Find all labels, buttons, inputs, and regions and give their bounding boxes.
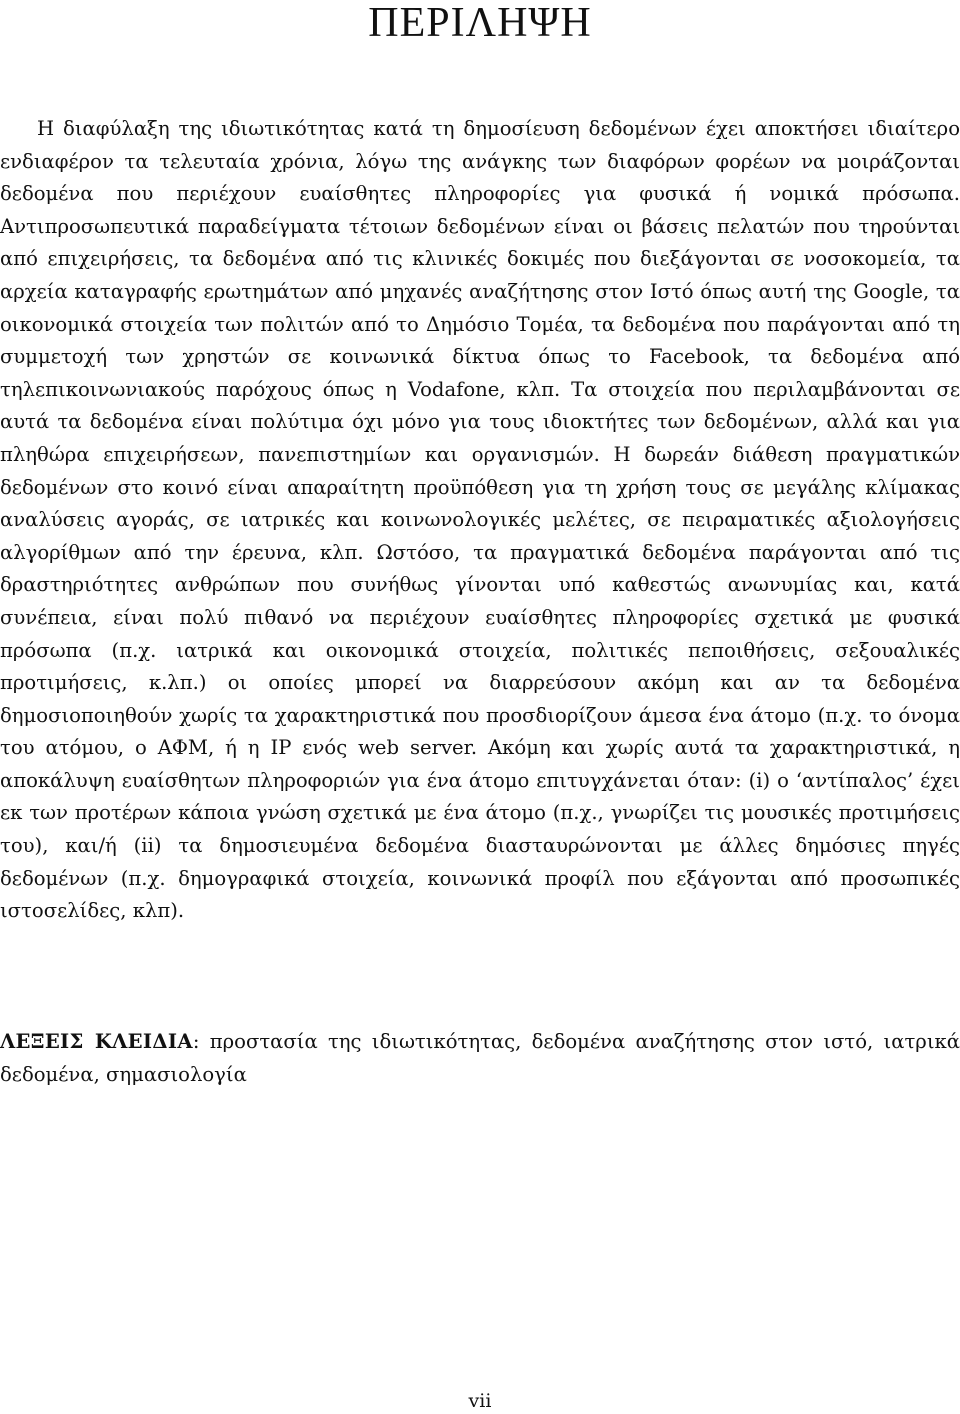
page-number: vii (468, 1390, 492, 1412)
keywords-paragraph: ΛΕΞΕΙΣ ΚΛΕΙΔΙΑ: προστασία της ιδιωτικότητας, δεδομένα αναζήτησης στον ιστό, ιατρικά δεδομένα, σημασιολογία (0, 1030, 960, 1086)
keywords-text: προστασία της ιδιωτικότητας, δεδομένα αναζήτησης στον ιστό, ιατρικά δεδομένα, σημασιολογία (0, 1030, 960, 1086)
page-title: ΠΕΡΙΛΗΨΗ (368, 0, 592, 46)
keywords-label: ΛΕΞΕΙΣ ΚΛΕΙΔΙΑ (0, 1030, 193, 1053)
abstract-paragraph: Η διαφύλαξη της ιδιωτικότητας κατά τη δημοσίευση δεδομένων έχει αποκτήσει ιδιαίτερο ενδιαφέρον τα τελευταία χρόνια, λόγω της ανάγκης των διαφόρων φορέων να μοιράζονται δεδομένα που περιέχουν ευαίσθητες πληροφορίες για φυσικά ή νομικά πρόσωπα. Αντιπροσωπευτικά παραδείγματα τέτοιων δεδομένων είναι οι βάσεις πελατών που τηρούνται από επιχειρήσεις, τα δεδομένα από τις κλινικές δοκιμές που διεξάγονται σε νοσοκομεία, τα αρχεία καταγραφής ερωτημάτων από μηχανές αναζήτησης στον Ιστό όπως αυτή της Google, τα οικονομικά στοιχεία των πολιτών από το Δημόσιο Τομέα, τα δεδομένα που παράγονται από τη συμμετοχή των χρηστών σε κοινωνικά δίκτυα όπως το Facebook, τα δεδομένα από τηλεπικοινωνιακούς παρόχους όπως η Vodafone, κλπ. Τα στοιχεία που περιλαμβάνονται σε αυτά τα δεδομένα είναι πολύτιμα όχι μόνο για τους ιδιοκτήτες των δεδομένων, αλλά και για πληθώρα επιχειρήσεων, πανεπιστημίων και οργανισμών. Η δωρεάν διάθεση πραγματικών δεδομένων στο κοινό είναι απαραίτητη προϋπόθεση για τη χρήση τους σε μεγάλης κλίμακας αναλύσεις αγοράς, σε ιατρικές και κοινωνολογικές μελέτες, σε πειραματικές αξιολογήσεις αλγορίθμων από την έρευνα, κλπ. Ωστόσο, τα πραγματικά δεδομένα παράγονται από τις δραστηριότητες ανθρώπων που συνήθως γίνονται υπό καθεστώς ανωνυμίας και, κατά συνέπεια, είναι πολύ πιθανό να περιέχουν ευαίσθητες πληροφορίες σχετικά με φυσικά πρόσωπα (π.χ. ιατρικά και οικονομικά στοιχεία, πολιτικές πεποιθήσεις, σεξουαλικές προτιμήσεις, κ.λπ.) οι οποίες μπορεί να διαρρεύσουν ακόμη και αν τα δεδομένα δημοσιοποιηθούν χωρίς τα χαρακτηριστικά που προσδιορίζουν άμεσα ένα άτομο (π.χ. το όνομα του ατόμου, ο ΑΦΜ, ή η IP ενός web server. Ακόμη και χωρίς αυτά τα χαρακτηριστικά, η αποκάλυψη ευαίσθητων πληροφοριών για ένα άτομο επιτυγχάνεται όταν: (i) ο ‘αντίπαλος’ έχει εκ των προτέρων κάποια γνώση σχετικά με ένα άτομο (π.χ., γνωρίζει τις μουσικές προτιμήσεις του), και/ή (ii) τα δημοσιευμένα δεδομένα διασταυρώνονται με άλλες δημόσιες πηγές δεδομένων (π.χ. δημογραφικά στοιχεία, κοινωνικά προφίλ που εξάγονται από προσωπικές ιστοσελίδες, κλπ). (0, 117, 960, 923)
